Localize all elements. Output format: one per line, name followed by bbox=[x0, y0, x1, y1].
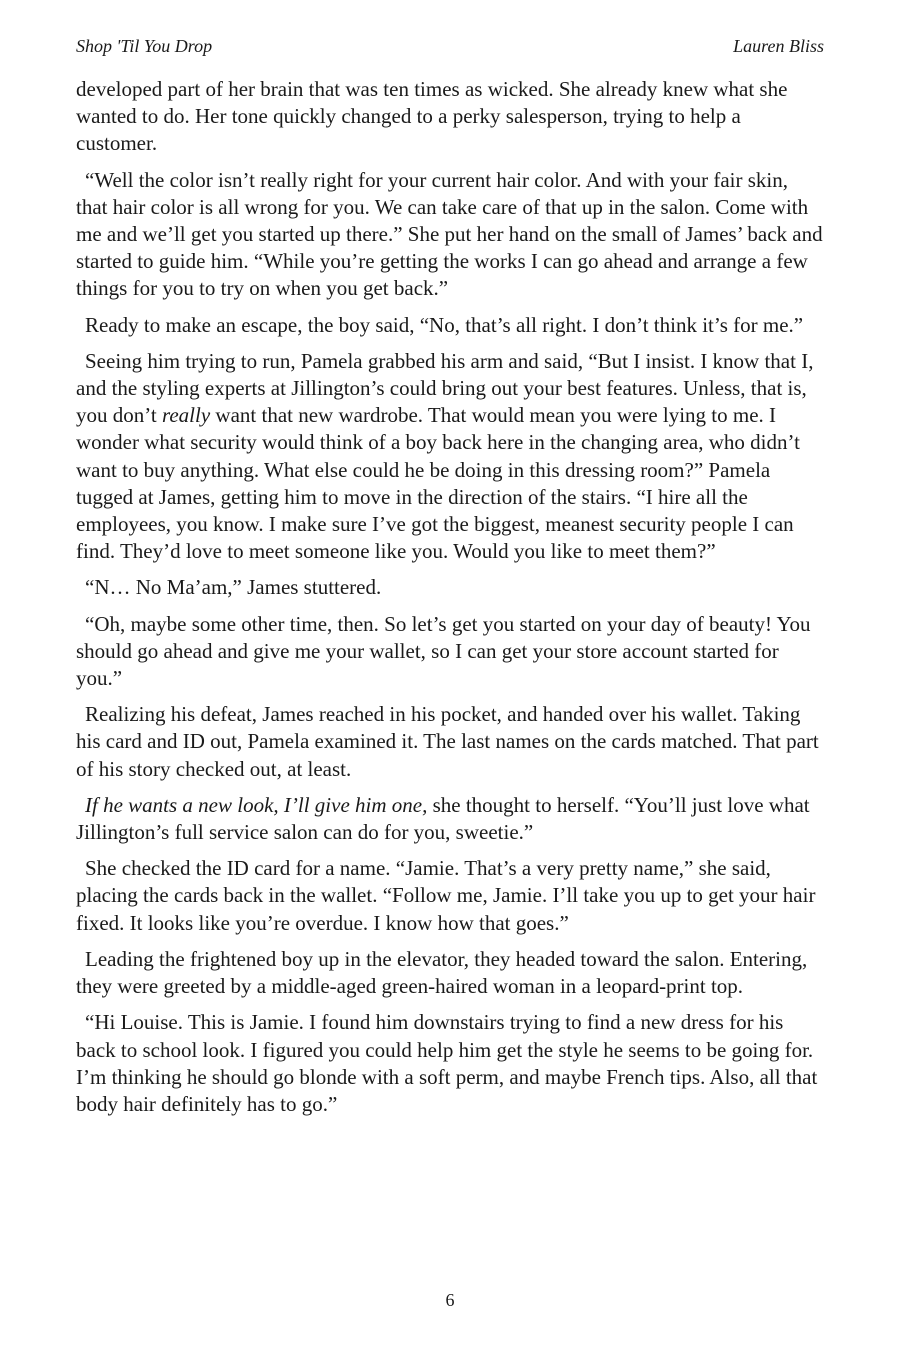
paragraph bbox=[76, 1009, 824, 1118]
text-segment: Seeing him trying to run, Pamela grabbed his arm and said, “But I insist. I know that I, and the styling experts at Jillington’s could bring out your best features. Unless, that is, you don’t bbox=[76, 348, 814, 428]
text-segment: Realizing his defeat, James reached in his pocket, and handed over his wallet. Taking his card and ID out, Pamela examined it. The last names on the cards matched. That part of his story checked out, at least. bbox=[76, 702, 819, 781]
text-segment: She checked the ID card for a name. “Jamie. That’s a very pretty name,” she said, placing the cards back in the wallet. “Follow me, Jamie. I’ll take you up to get your hair fixed. It looks like you’re overdue. I know how that goes.” bbox=[76, 856, 816, 935]
paragraph bbox=[76, 611, 824, 693]
paragraph bbox=[76, 792, 824, 846]
text-segment: “Well the color isn’t really right for your current hair color. And with your fair skin, that hair color is all wrong for you. We can take care of that up in the salon. Come with me and we’ll get you started up there.” She put her hand on the small of James’ back and started to guide him. “While you’re getting the works I can go ahead and arrange a few things for you to try on when you get back.” bbox=[76, 167, 823, 301]
paragraph bbox=[76, 855, 824, 937]
text-segment: developed part of her brain that was ten times as wicked. She already knew what she wanted to do. Her tone quickly changed to a perky salesperson, trying to help a customer. bbox=[76, 77, 788, 156]
paragraph bbox=[76, 76, 824, 158]
paragraph bbox=[76, 348, 824, 566]
text-segment: “Hi Louise. This is Jamie. I found him downstairs trying to find a new dress for his back to school look. I figured you could help him get the style he seems to be going for. I’m thinking he should go blonde with a soft perm, and maybe French tips. Also, all that body hair definitely has to go.” bbox=[76, 1010, 818, 1116]
italic-text: If he wants a new look, I’ll give him one, bbox=[85, 792, 428, 817]
text-segment: she thought to herself. “You’ll just love what Jillington’s full service salon can do for you, sweetie.” bbox=[76, 792, 810, 845]
italic-text: really bbox=[161, 403, 211, 428]
text-segment: Leading the frightened boy up in the elevator, they headed toward the salon. Entering, they were greeted by a middle-aged green-haired woman in a leopard-print top. bbox=[76, 946, 808, 999]
paragraph bbox=[76, 946, 824, 1000]
text-segment: Ready to make an escape, the boy said, “No, that’s all right. I don’t think it’s for me.” bbox=[85, 312, 804, 337]
paragraph bbox=[76, 574, 824, 601]
page-number: 6 bbox=[445, 1290, 455, 1310]
body-text bbox=[76, 76, 824, 1127]
running-header bbox=[76, 36, 824, 60]
text-segment: want that new wardrobe. That would mean you were lying to me. I wonder what security would think of a boy back here in the changing area, who didn’t want to buy anything. What else could he be doing in this dressing room?” Pamela tugged at James, getting him to move in the direction of the stairs. “I hire all the employees, you know. I make sure I’ve got the biggest, meanest security people I can find. They’d love to meet someone like you. Would you like to meet them?” bbox=[76, 403, 800, 564]
book-title: Shop 'Til You Drop bbox=[76, 36, 213, 56]
paragraph bbox=[76, 167, 824, 303]
paragraph bbox=[76, 312, 824, 339]
text-segment: “Oh, maybe some other time, then. So let’s get you started on your day of beauty! You should go ahead and give me your wallet, so I can get your store account started for you.” bbox=[76, 611, 811, 691]
paragraph bbox=[76, 701, 824, 783]
author-name: Lauren Bliss bbox=[733, 36, 824, 56]
text-segment: “N… No Ma’am,” James stuttered. bbox=[85, 575, 382, 600]
